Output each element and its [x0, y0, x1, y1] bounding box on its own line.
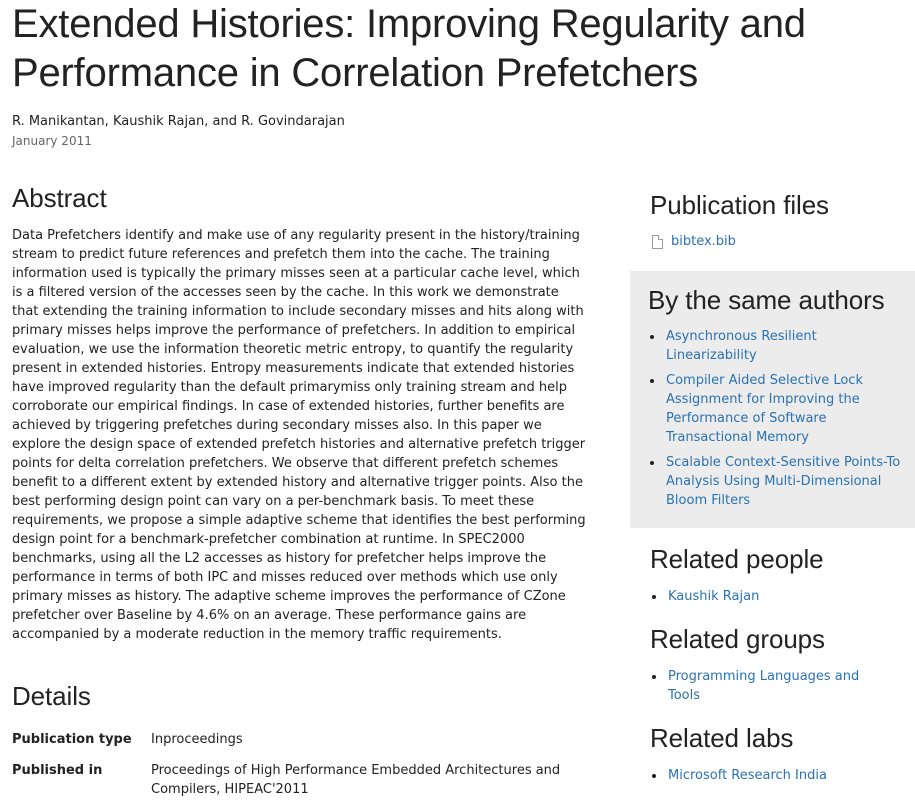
related-groups-heading: Related groups: [650, 624, 825, 654]
related-labs-list: [650, 766, 890, 791]
related-group-link[interactable]: Programming Languages and Tools: [668, 669, 860, 703]
list-item: [650, 667, 880, 705]
same-author-publication-link[interactable]: Asynchronous Resilient Linearizability: [666, 329, 817, 363]
same-authors-panel: [630, 271, 915, 528]
bibtex-file-label[interactable]: bibtex.bib: [671, 234, 736, 249]
detail-value: Proceedings of High Performance Embedded Architectures and Compilers, HIPEAC'2011: [151, 763, 561, 797]
detail-label: Publication type: [12, 732, 132, 747]
list-item: [648, 327, 910, 365]
abstract-text: Data Prefetchers identify and make use of any regularity present in the history/training stream to predict future references and prefetch them into the cache. The training information used is typically the primary misses seen at a particular cache level, which is a filtered version of the accesses seen by the cache. In this work we demonstrate that extending the training information to include secondary misses and hits along with primary misses helps improve the performance of prefetchers. In addition to empirical evaluation, we use the information theoretic metric entropy, to quantify the regularity present in extended histories. Entropy measurements indicate that extended histories have improved regularity than the default primarymiss only training stream and help corroborate our empirical findings. In case of extended histories, further benefits are achieved by triggering prefetches during secondary misses also. In this paper we explore the design space of extended prefetch histories and alternative prefetch trigger points for delta correlation prefetchers. We observe that different prefetch schemes benefit to a different extent by extended history and alternative trigger points. Also the best performing design point can vary on a per-benchmark basis. To meet these requirements, we propose a simple adaptive scheme that identifies the best performing design point for a benchmark-prefetcher combination at runtime. In SPEC2000 benchmarks, using all the L2 accesses as history for prefetcher helps improve the performance in terms of both IPC and misses reduced over methods which use only primary misses as history. The adaptive scheme improves the performance of CZone prefetcher over Baseline by 4.6% on an average. These performance gains are accompanied by a moderate reduction in the memory traffic requirements.: [12, 228, 586, 642]
related-people-heading: Related people: [650, 544, 824, 574]
detail-row-publication-type: [12, 730, 612, 749]
detail-label: Published in: [12, 763, 103, 778]
abstract-heading: Abstract: [12, 183, 107, 213]
related-person-link[interactable]: Kaushik Rajan: [668, 589, 760, 604]
related-people-list: [650, 587, 890, 612]
detail-value: Inproceedings: [151, 732, 243, 747]
list-item: [650, 766, 890, 785]
details-table: [12, 730, 612, 800]
list-item: [648, 453, 910, 510]
bibtex-file-link[interactable]: [652, 234, 736, 249]
same-authors-heading: By the same authors: [648, 285, 885, 315]
list-item: [650, 587, 890, 606]
author-list: R. Manikantan, Kaushik Rajan, and R. Govindarajan: [12, 114, 345, 129]
same-author-publication-link[interactable]: Scalable Context-Sensitive Points-To Analysis Using Multi-Dimensional Bloom Filters: [666, 455, 901, 508]
related-groups-list: [650, 667, 880, 711]
list-item: [648, 371, 910, 447]
same-author-publication-link[interactable]: Compiler Aided Selective Lock Assignment for Improving the Performance of Software Transactional Memory: [666, 373, 863, 445]
file-icon: [652, 235, 663, 249]
same-authors-list: [648, 327, 910, 516]
publication-files-heading: Publication files: [650, 190, 829, 220]
details-heading: Details: [12, 681, 91, 711]
related-labs-heading: Related labs: [650, 723, 794, 753]
detail-row-published-in: [12, 761, 612, 799]
related-lab-link[interactable]: Microsoft Research India: [668, 768, 827, 783]
publication-date: January 2011: [12, 134, 92, 148]
page-title: Extended Histories: Improving Regularity and Performance in Correlation Prefetchers: [12, 2, 806, 95]
